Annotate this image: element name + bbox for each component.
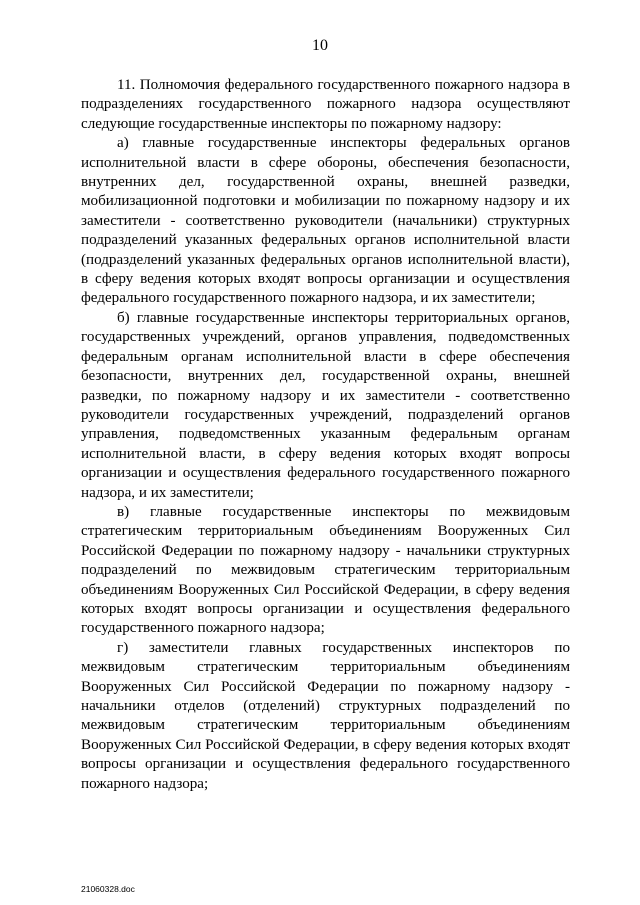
document-body — [81, 76, 570, 794]
footer-file-name: 21060328.doc — [81, 884, 135, 894]
paragraph-a: а) главные государственные инспекторы федеральных органов исполнительной власти в сфере обороны, обеспечения безопасности, внутренних дел, государственной охраны, внешней разведки, мобилизационной подготовки и мобилизации по пожарному надзору и их заместители - соответственно руководители (начальники) структурных подразделений указанных федеральных органов исполнительной власти (подразделений указанных федеральных органов исполнительной власти), в сферу ведения которых входят вопросы организации и осуществления федерального государственного пожарного надзора, и их заместители; — [81, 135, 570, 307]
paragraph-b: б) главные государственные инспекторы территориальных органов, государственных учреждений, органов управления, подведомственных федеральным органам исполнительной власти в сфере обеспечения безопасности, внутренних дел, государственной охраны, внешней разведки, по пожарному надзору и их заместители - соответственно руководители государственных учреждений, подразделений органов управления, подведомственных указанным федеральным органам исполнительной власти, в сферу ведения которых входят вопросы организации и осуществления федерального государственного пожарного надзора, и их заместители; — [81, 309, 570, 501]
paragraph-v: в) главные государственные инспекторы по межвидовым стратегическим территориальным объединениям Вооруженных Сил Российской Федерации по пожарному надзору - начальники структурных подразделений по межвидовым стратегическим территориальным объединениям Вооруженных Сил Российской Федерации, в сферу ведения которых входят вопросы организации и осуществления федерального государственного пожарного надзора; — [81, 503, 570, 637]
paragraph-g: г) заместители главных государственных инспекторов по межвидовым стратегическим территориальным объединениям Вооруженных Сил Российской Федерации по пожарному надзору - начальники отделов (отделений) структурных подразделений по межвидовым стратегическим территориальным объединениям Вооруженных Сил Российской Федерации, в сферу ведения которых входят вопросы организации и осуществления федерального государственного пожарного надзора; — [81, 639, 570, 792]
page-number: 10 — [312, 37, 328, 54]
paragraph-11: 11. Полномочия федерального государственного пожарного надзора в подразделениях государственного пожарного надзора осуществляют следующие государственные инспекторы по пожарному надзору: — [81, 77, 570, 132]
